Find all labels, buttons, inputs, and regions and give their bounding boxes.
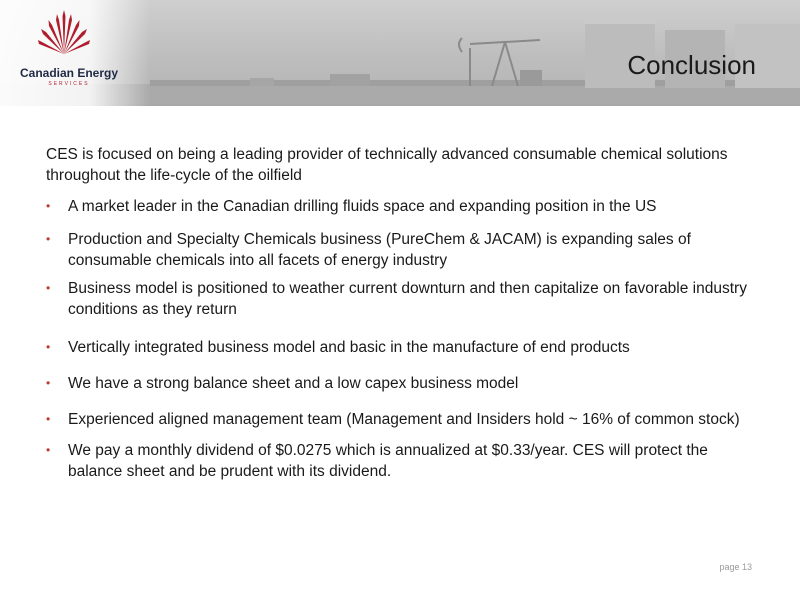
bullet-item xyxy=(46,337,762,358)
bullet-item xyxy=(46,229,762,271)
bullet-item xyxy=(46,373,762,394)
bullet-text: Production and Specialty Chemicals business (PureChem & JACAM) is expanding sales of consumable chemicals into all facets of energy industry xyxy=(68,231,691,269)
bullet-item xyxy=(46,196,762,217)
slide-title: Conclusion xyxy=(627,50,756,80)
intro-paragraph: CES is focused on being a leading provider of technically advanced consumable chemical solutions throughout the life-cycle of the oilfield xyxy=(46,146,728,184)
bullet-text: A market leader in the Canadian drilling fluids space and expanding position in the US xyxy=(68,198,657,215)
bullet-text: We pay a monthly dividend of $0.0275 which is annualized at $0.33/year. CES will protect the balance sheet and be prudent with its dividend. xyxy=(68,442,708,480)
bullet-text: We have a strong balance sheet and a low capex business model xyxy=(68,375,519,392)
logo-company-name: Canadian Energy xyxy=(19,66,119,80)
bullet-dot-icon: • xyxy=(46,281,51,295)
bullet-dot-icon: • xyxy=(46,340,51,354)
slide-content xyxy=(46,144,762,482)
bullet-text: Vertically integrated business model and basic in the manufacture of end products xyxy=(68,339,630,356)
bullet-item xyxy=(46,409,762,430)
flame-burst-icon xyxy=(38,10,90,54)
bullet-dot-icon: • xyxy=(46,199,51,213)
page-number: page 13 xyxy=(719,562,752,572)
bullet-item xyxy=(46,440,762,482)
bullet-dot-icon: • xyxy=(46,443,51,457)
bullet-list xyxy=(46,196,762,482)
bullet-text: Business model is positioned to weather current downturn and then capitalize on favorable industry conditions as they return xyxy=(68,280,747,318)
header-banner xyxy=(0,0,800,106)
bullet-dot-icon: • xyxy=(46,232,51,246)
company-logo xyxy=(0,0,150,106)
bullet-text: Experienced aligned management team (Management and Insiders hold ~ 16% of common stock) xyxy=(68,411,740,428)
bullet-item xyxy=(46,278,762,320)
logo-company-subtitle: SERVICES xyxy=(48,81,90,87)
bullet-dot-icon: • xyxy=(46,376,51,390)
bullet-dot-icon: • xyxy=(46,412,51,426)
